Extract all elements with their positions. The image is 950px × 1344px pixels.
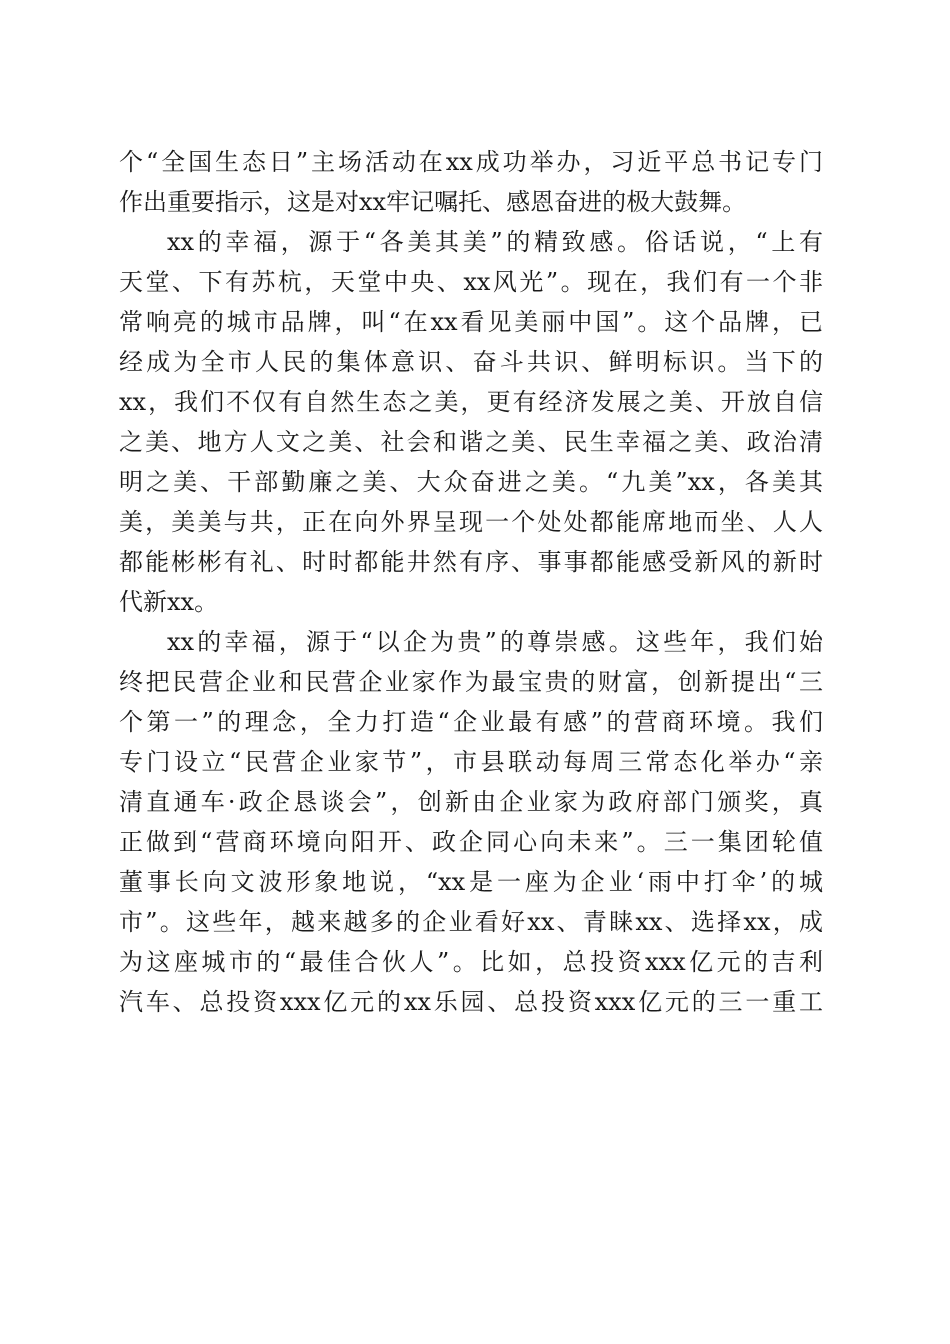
text-line: 作出重要指示，这是对xx牢记嘱托、感恩奋进的极大鼓舞。 <box>119 188 747 216</box>
text-line: xx，我们不仅有自然生态之美，更有经济发展之美、开放自信 <box>119 388 823 416</box>
text-line: 美，美美与共，正在向外界呈现一个处处都能席地而坐、人人 <box>119 508 823 536</box>
text-line: 之美、地方人文之美、社会和谐之美、民生幸福之美、政治清 <box>119 428 823 456</box>
text-line: xx的幸福，源于“以企为贵”的尊崇感。这些年，我们始 <box>167 628 823 656</box>
text-line: 经成为全市人民的集体意识、奋斗共识、鲜明标识。当下的 <box>119 348 823 376</box>
paragraph <box>119 622 823 1022</box>
text-line: 董事长向文波形象地说，“xx是一座为企业‘雨中打伞’的城 <box>119 868 823 896</box>
text-line: 代新xx。 <box>119 588 219 616</box>
text-line: 终把民营企业和民营企业家作为最宝贵的财富，创新提出“三 <box>119 668 823 696</box>
paragraph <box>119 142 823 222</box>
body-text <box>119 142 823 1022</box>
text-line: 明之美、干部勤廉之美、大众奋进之美。“九美”xx，各美其 <box>119 468 823 496</box>
text-line: 专门设立“民营企业家节”，市县联动每周三常态化举办“亲 <box>119 748 823 776</box>
text-line: 为这座城市的“最佳合伙人”。比如，总投资xxx亿元的吉利 <box>119 948 823 976</box>
paragraph <box>119 222 823 622</box>
text-line: 清直通车·政企恳谈会”，创新由企业家为政府部门颁奖，真 <box>119 788 823 816</box>
text-line: 个第一”的理念，全力打造“企业最有感”的营商环境。我们 <box>119 708 823 736</box>
text-line: 汽车、总投资xxx亿元的xx乐园、总投资xxx亿元的三一重工 <box>119 988 823 1016</box>
text-line: 个“全国生态日”主场活动在xx成功举办，习近平总书记专门 <box>119 148 823 176</box>
text-line: xx的幸福，源于“各美其美”的精致感。俗话说，“上有 <box>167 228 823 256</box>
text-line: 正做到“营商环境向阳开、政企同心向未来”。三一集团轮值 <box>119 828 823 856</box>
text-line: 都能彬彬有礼、时时都能井然有序、事事都能感受新风的新时 <box>119 548 823 576</box>
text-line: 天堂、下有苏杭，天堂中央、xx风光”。现在，我们有一个非 <box>119 268 823 296</box>
text-line: 常响亮的城市品牌，叫“在xx看见美丽中国”。这个品牌，已 <box>119 308 823 336</box>
text-line: 市”。这些年，越来越多的企业看好xx、青睐xx、选择xx，成 <box>119 908 823 936</box>
